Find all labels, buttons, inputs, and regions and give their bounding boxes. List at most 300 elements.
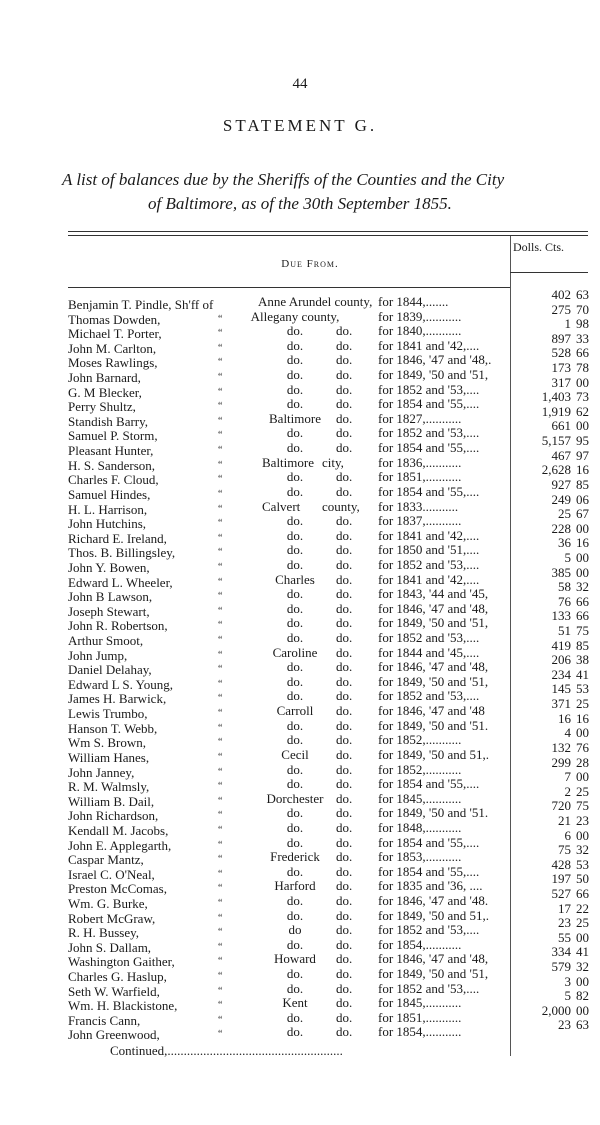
- period: for 1850 and '51,....: [378, 543, 480, 558]
- ditto-mark: “: [218, 927, 223, 939]
- cents: 78: [576, 360, 589, 376]
- county-qualifier: do.: [336, 469, 353, 485]
- period: for 1840,...........: [378, 324, 462, 339]
- amount: [515, 434, 589, 448]
- dollars: 897: [551, 330, 571, 346]
- county: Cecil: [281, 746, 309, 762]
- cents: 32: [576, 842, 589, 858]
- cents: 50: [576, 871, 589, 887]
- ditto-mark: “: [218, 591, 223, 603]
- period: for 1837,...........: [378, 514, 462, 529]
- period: for 1841 and '42,....: [378, 572, 480, 587]
- sheriff-name: John Jump,: [68, 647, 128, 663]
- sheriff-name: John Richardson,: [68, 808, 159, 824]
- ditto-mark: “: [218, 474, 223, 486]
- amount: [515, 989, 589, 1003]
- county-qualifier: do.: [336, 630, 353, 646]
- cents: 41: [576, 666, 589, 682]
- sheriff-name: John Janney,: [68, 764, 135, 780]
- ditto-mark: “: [218, 678, 223, 690]
- sheriff-name: Daniel Delahay,: [68, 662, 152, 678]
- amount: [515, 1004, 589, 1018]
- dollars: 21: [558, 812, 571, 828]
- dollars: 75: [558, 842, 571, 858]
- county: Howard: [274, 951, 316, 967]
- dollars: 6: [564, 827, 571, 843]
- sheriff-name: Pleasant Hunter,: [68, 443, 154, 459]
- dollars: 385: [551, 564, 571, 580]
- cents: 25: [576, 696, 589, 712]
- ditto-mark: “: [218, 488, 223, 500]
- amount: [515, 975, 589, 989]
- period: for 1854 and '55,....: [378, 397, 480, 412]
- county-qualifier: do.: [336, 673, 353, 689]
- dollars: 317: [551, 374, 571, 390]
- ditto-mark: “: [218, 810, 223, 822]
- county-qualifier: do.: [336, 790, 353, 806]
- county-qualifier: do.: [336, 381, 353, 397]
- amount: [515, 332, 589, 346]
- amount: [515, 785, 589, 799]
- amount: [515, 288, 589, 302]
- period: for 1849, '50 and '51.: [378, 806, 489, 821]
- county: do.: [286, 732, 304, 748]
- sheriff-name: John S. Dallam,: [68, 939, 152, 955]
- period: for 1852 and '53,....: [378, 981, 480, 996]
- county-qualifier: do.: [336, 805, 353, 821]
- ditto-mark: “: [218, 941, 223, 953]
- period: for 1854 and '55,....: [378, 484, 480, 499]
- ditto-mark: “: [218, 342, 223, 354]
- county-qualifier: do.: [336, 571, 353, 587]
- county: Kent: [282, 995, 308, 1011]
- period: for 1854 and '55,....: [378, 835, 480, 850]
- sheriff-name: G. M Blecker,: [68, 384, 142, 400]
- period: for 1846, '47 and '48,: [378, 952, 489, 967]
- ditto-mark: “: [218, 401, 223, 413]
- county-qualifier: do.: [336, 440, 353, 456]
- county-qualifier: do.: [336, 966, 353, 982]
- ditto-mark: “: [218, 956, 223, 968]
- dollars: 720: [551, 798, 571, 814]
- dollars: 1: [564, 316, 571, 332]
- amount: [515, 741, 589, 755]
- cents: 70: [576, 301, 589, 317]
- amount: [515, 449, 589, 463]
- amount: [515, 829, 589, 843]
- county: do.: [286, 688, 304, 704]
- dollars: 1,919: [541, 403, 571, 419]
- county: do.: [286, 323, 304, 339]
- county-qualifier: do.: [336, 659, 353, 675]
- period: for 1852 and '53,....: [378, 631, 480, 646]
- county: do.: [286, 936, 304, 952]
- county: do.: [286, 863, 304, 879]
- sheriff-name: Perry Shultz,: [68, 399, 136, 415]
- sheriff-name: Washington Gaither,: [68, 954, 175, 970]
- county: do.: [286, 761, 304, 777]
- continued-label: Continued,......................................................: [110, 1043, 343, 1058]
- cents: 25: [576, 915, 589, 931]
- county: Baltimore: [269, 410, 321, 426]
- dollars: 249: [551, 491, 571, 507]
- dollars: 4: [564, 725, 571, 741]
- dollars: 145: [551, 681, 571, 697]
- dollars: 527: [551, 885, 571, 901]
- period: for 1849, '50 and '51,: [378, 616, 489, 631]
- sheriff-name: H. S. Sanderson,: [68, 457, 156, 473]
- cents: 76: [576, 739, 589, 755]
- ditto-mark: “: [218, 503, 223, 515]
- period: for 1854 and '55,....: [378, 864, 480, 879]
- dollars: 234: [551, 666, 571, 682]
- county-qualifier: do.: [336, 323, 353, 339]
- amount: [515, 902, 589, 916]
- dollars: 173: [551, 360, 571, 376]
- county: do.: [286, 630, 304, 646]
- county: Anne Arundel county,: [258, 294, 373, 309]
- county-qualifier: do.: [336, 951, 353, 967]
- amount: [515, 580, 589, 594]
- ditto-mark: “: [218, 766, 223, 778]
- amount: [515, 346, 589, 360]
- cents: 73: [576, 389, 589, 405]
- county: do.: [286, 1024, 304, 1040]
- county-qualifier: do.: [336, 834, 353, 850]
- ditto-mark: “: [218, 693, 223, 705]
- amount: [515, 697, 589, 711]
- sheriff-name: William B. Dail,: [68, 793, 155, 809]
- cents: 98: [576, 316, 589, 332]
- county: Caroline: [272, 644, 318, 660]
- cents: 85: [576, 637, 589, 653]
- cents: 62: [576, 403, 589, 419]
- sheriff-name: Richard E. Ireland,: [68, 530, 167, 546]
- cents: 95: [576, 433, 589, 449]
- period: for 1852 and '53,....: [378, 923, 480, 938]
- dollars: 528: [551, 345, 571, 361]
- caption-line-1: A list of balances due by the Sheriffs of the Counties and the City: [62, 170, 505, 189]
- ditto-mark: “: [218, 357, 223, 369]
- ditto-mark: “: [218, 561, 223, 573]
- cents: 66: [576, 885, 589, 901]
- period: for 1849, '50 and '51,: [378, 674, 489, 689]
- ditto-mark: “: [218, 605, 223, 617]
- dollars: 23: [558, 1017, 571, 1033]
- cents: 53: [576, 856, 589, 872]
- cents: 85: [576, 476, 589, 492]
- dollars: 371: [551, 696, 571, 712]
- county-qualifier: do.: [336, 995, 353, 1011]
- county: do.: [286, 819, 304, 835]
- page-number: 44: [292, 76, 308, 92]
- county: Allegany county,: [250, 308, 340, 324]
- sheriff-name: John E. Applegarth,: [68, 837, 172, 853]
- period: for 1852,...........: [378, 733, 462, 748]
- sheriff-name: James H. Barwick,: [68, 691, 167, 707]
- period: for 1854,...........: [378, 937, 462, 952]
- amount: [515, 595, 589, 609]
- dollars: 419: [551, 637, 571, 653]
- cents: 33: [576, 330, 589, 346]
- period: for 1827,...........: [378, 411, 462, 426]
- county: do.: [286, 513, 304, 529]
- ditto-mark: “: [218, 415, 223, 427]
- ditto-mark: “: [218, 839, 223, 851]
- county: do.: [286, 717, 304, 733]
- dollars: 2,628: [541, 462, 571, 478]
- sheriff-name: Seth W. Warfield,: [68, 983, 160, 999]
- county-qualifier: do.: [336, 1009, 353, 1025]
- amount: [515, 317, 589, 331]
- dollars: 2,000: [541, 1002, 571, 1018]
- sheriff-name: Edward L S. Young,: [68, 676, 173, 692]
- cents: 32: [576, 579, 589, 595]
- county-qualifier: do.: [336, 819, 353, 835]
- period: for 1841 and '42,....: [378, 528, 480, 543]
- county: Calvert: [262, 498, 301, 514]
- dollars: 1,403: [541, 389, 571, 405]
- county-qualifier: do.: [336, 352, 353, 368]
- period: for 1849, '50 and '51.: [378, 718, 489, 733]
- county-qualifier: do.: [336, 556, 353, 572]
- dollars: 661: [551, 418, 571, 434]
- county: do.: [286, 527, 304, 543]
- county-qualifier: do.: [336, 513, 353, 529]
- sheriff-name: Israel C. O'Neal,: [68, 866, 155, 882]
- sheriff-name: Joseph Stewart,: [68, 603, 150, 619]
- county-qualifier: do.: [336, 542, 353, 558]
- ditto-mark: “: [218, 532, 223, 544]
- sheriff-name: Wm. G. Burke,: [68, 895, 148, 911]
- table-row: [0, 287, 600, 312]
- period: for 1841 and '42,....: [378, 338, 480, 353]
- period: for 1835 and '36, ....: [378, 879, 483, 894]
- dollars: 2: [564, 783, 571, 799]
- county: do.: [286, 776, 304, 792]
- amount: [515, 493, 589, 507]
- amount: [515, 653, 589, 667]
- dollars: 5,157: [541, 433, 571, 449]
- county: do.: [286, 483, 304, 499]
- period: for 1853,...........: [378, 850, 462, 865]
- amount: [515, 609, 589, 623]
- top-rule: [68, 231, 588, 232]
- sheriff-name: John M. Carlton,: [68, 340, 157, 356]
- county-qualifier: do.: [336, 776, 353, 792]
- dollars: 402: [551, 287, 571, 302]
- ditto-mark: “: [218, 971, 223, 983]
- county: do.: [286, 600, 304, 616]
- county: Carroll: [276, 703, 314, 719]
- county: do.: [286, 834, 304, 850]
- ditto-mark: “: [218, 751, 223, 763]
- cents: 66: [576, 608, 589, 624]
- cents: 23: [576, 812, 589, 828]
- sheriff-name: Caspar Mantz,: [68, 852, 144, 868]
- cents: 00: [576, 827, 589, 843]
- cents: 41: [576, 944, 589, 960]
- sheriff-name: Preston McComas,: [68, 881, 167, 897]
- ditto-mark: “: [218, 854, 223, 866]
- county-qualifier: city,: [322, 454, 344, 470]
- dollars: 76: [558, 593, 571, 609]
- period: for 1851,...........: [378, 470, 462, 485]
- county-qualifier: do.: [336, 337, 353, 353]
- county-qualifier: do.: [336, 907, 353, 923]
- amount: [515, 858, 589, 872]
- sheriff-name: Benjamin T. Pindle, Sh'ff of: [68, 297, 214, 312]
- cents: 66: [576, 345, 589, 361]
- county: do.: [286, 586, 304, 602]
- county: do.: [286, 615, 304, 631]
- ditto-mark: “: [218, 708, 223, 720]
- sheriff-name: Robert McGraw,: [68, 910, 156, 926]
- county: do.: [286, 805, 304, 821]
- period: for 1833...........: [378, 499, 459, 514]
- amount: [515, 478, 589, 492]
- county-qualifier: do.: [336, 922, 353, 938]
- dollars: 17: [558, 900, 571, 916]
- cents: 06: [576, 491, 589, 507]
- sheriff-name: R. M. Walmsly,: [68, 779, 150, 795]
- amount: [515, 303, 589, 317]
- period: for 1846, '47 and '48,.: [378, 353, 492, 368]
- county-qualifier: do.: [336, 410, 353, 426]
- dollars: 206: [551, 652, 571, 668]
- period: for 1843, '44 and '45,: [378, 587, 489, 602]
- cents: 00: [576, 549, 589, 565]
- amount: [515, 536, 589, 550]
- dollars: 16: [558, 710, 571, 726]
- period: for 1846, '47 and '48.: [378, 893, 489, 908]
- cents: 00: [576, 418, 589, 434]
- sheriff-name: Francis Cann,: [68, 1012, 141, 1028]
- county-qualifier: do.: [336, 527, 353, 543]
- county-qualifier: do.: [336, 367, 353, 383]
- county: Frederick: [270, 849, 320, 865]
- period: for 1839,...........: [378, 309, 462, 324]
- county: Dorchester: [266, 790, 324, 806]
- header-amount: Dolls. Cts.: [513, 240, 565, 254]
- sheriff-name: William Hanes,: [68, 749, 150, 765]
- county: do.: [286, 980, 304, 996]
- header-due-from: Due From.: [281, 258, 339, 270]
- amount: [515, 624, 589, 638]
- county-qualifier: county,: [322, 498, 360, 514]
- cents: 67: [576, 506, 589, 522]
- county-qualifier: do.: [336, 878, 353, 894]
- sheriff-name: H. L. Harrison,: [68, 501, 148, 517]
- county-qualifier: do.: [336, 644, 353, 660]
- period: for 1851,...........: [378, 1010, 462, 1025]
- period: for 1844,.......: [378, 295, 449, 309]
- amount: [515, 712, 589, 726]
- sheriff-name: Lewis Trumbo,: [68, 706, 148, 722]
- sheriff-name: John Hutchins,: [68, 516, 146, 532]
- ditto-mark: “: [218, 868, 223, 880]
- period: for 1845,...........: [378, 791, 462, 806]
- county-qualifier: do.: [336, 703, 353, 719]
- amount: [515, 361, 589, 375]
- ditto-mark: “: [218, 1000, 223, 1012]
- period: for 1854,...........: [378, 1025, 462, 1040]
- period: for 1852 and '53,....: [378, 382, 480, 397]
- county: do.: [286, 907, 304, 923]
- sheriff-name: Samuel Hindes,: [68, 486, 151, 502]
- sheriff-name: Charles G. Haslup,: [68, 969, 167, 985]
- cents: 38: [576, 652, 589, 668]
- cents: 25: [576, 783, 589, 799]
- county-qualifier: do.: [336, 980, 353, 996]
- ditto-mark: “: [218, 664, 223, 676]
- county: do.: [286, 381, 304, 397]
- cents: 00: [576, 973, 589, 989]
- period: for 1854 and '55,....: [378, 777, 480, 792]
- amount: [515, 756, 589, 770]
- cents: 16: [576, 535, 589, 551]
- period: for 1849, '50 and 51,.: [378, 747, 490, 762]
- ditto-mark: “: [218, 445, 223, 457]
- cents: 53: [576, 681, 589, 697]
- county: Harford: [274, 878, 316, 894]
- cents: 63: [576, 1017, 589, 1033]
- dollars: 55: [558, 929, 571, 945]
- ditto-mark: “: [218, 372, 223, 384]
- period: for 1845,...........: [378, 996, 462, 1011]
- county-qualifier: do.: [336, 688, 353, 704]
- dollars: 58: [558, 579, 571, 595]
- county: do.: [286, 396, 304, 412]
- header-rule: [68, 287, 510, 288]
- amount: [515, 682, 589, 696]
- county: do.: [286, 440, 304, 456]
- cents: 00: [576, 1002, 589, 1018]
- sheriff-name: Arthur Smoot,: [68, 633, 144, 649]
- dollars: 51: [558, 623, 571, 639]
- statement-title: STATEMENT G.: [222, 116, 378, 135]
- cents: 00: [576, 929, 589, 945]
- county-qualifier: do.: [336, 732, 353, 748]
- cents: 16: [576, 710, 589, 726]
- dollars: 5: [564, 988, 571, 1004]
- county: do.: [286, 542, 304, 558]
- cents: 00: [576, 520, 589, 536]
- cents: 00: [576, 564, 589, 580]
- amount: [515, 390, 589, 404]
- amount: [515, 668, 589, 682]
- period: for 1846, '47 and '48: [378, 704, 485, 719]
- amount: [515, 551, 589, 565]
- amount: [515, 799, 589, 813]
- sheriff-name: Michael T. Porter,: [68, 326, 162, 342]
- county-qualifier: do.: [336, 849, 353, 865]
- ditto-mark: “: [218, 883, 223, 895]
- period: for 1852 and '53,....: [378, 426, 480, 441]
- cents: 75: [576, 798, 589, 814]
- amount: [515, 639, 589, 653]
- ditto-mark: “: [218, 635, 223, 647]
- sheriff-name: Standish Barry,: [68, 413, 149, 429]
- county-qualifier: do.: [336, 425, 353, 441]
- county-qualifier: do.: [336, 717, 353, 733]
- cents: 00: [576, 725, 589, 741]
- period: for 1846, '47 and '48,: [378, 660, 489, 675]
- dollars: 3: [564, 973, 571, 989]
- dollars: 299: [551, 754, 571, 770]
- ditto-mark: “: [218, 824, 223, 836]
- amount: [515, 887, 589, 901]
